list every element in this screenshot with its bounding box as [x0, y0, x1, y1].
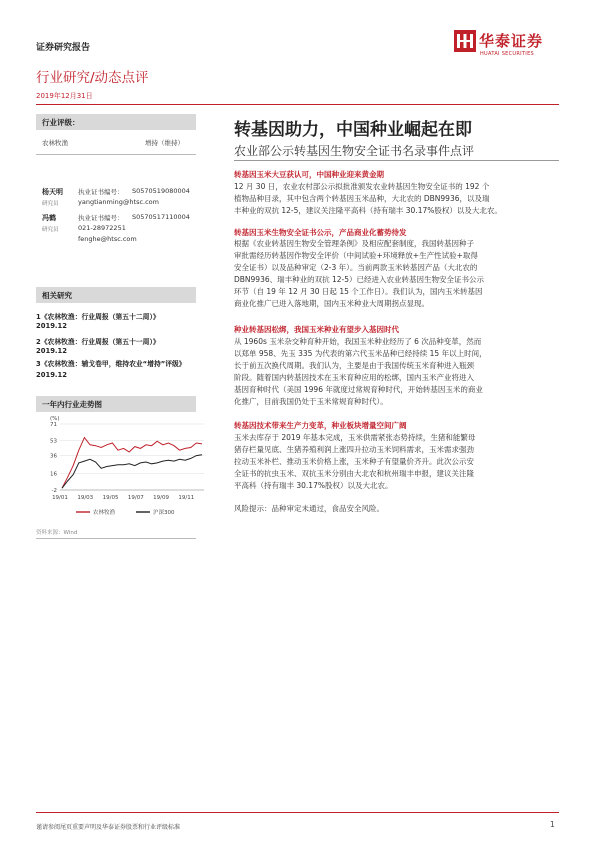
x-tick-label: 19/05 [102, 495, 119, 501]
y-tick-label: 53 [50, 438, 57, 445]
x-tick-label: 19/11 [178, 495, 195, 501]
para-line: 玉米去库存于 2019 年基本完成，玉米供需紧张态势持续，生猪和能繁母 [234, 433, 476, 442]
y-tick-label: -2 [51, 488, 57, 494]
section-heading: 转基因技术带来生产力变革，种业板块增量空间广阔 [234, 421, 407, 430]
main-title: 转基因助力，中国种业崛起在即 [234, 120, 472, 140]
legend-label: 沪深300 [153, 510, 175, 516]
para-line: DBN9936、瑞丰种业的双抗 12-5）已经进入农业转基因生物安全证书公示 [234, 275, 485, 284]
chart-source: 资料来源：Wind [36, 530, 78, 536]
y-tick-label: 71 [50, 422, 57, 428]
trend-section-header: 一年内行业走势图 [36, 396, 196, 412]
x-tick-label: 19/01 [52, 495, 68, 501]
report-category: 行业研究/动态点评 [36, 70, 149, 86]
report-date: 2019年12月31日 [36, 92, 93, 100]
related-item-date: 2019.12 [36, 371, 67, 379]
related-section-header: 相关研究 [36, 287, 196, 303]
related-item[interactable]: 2《农林牧渔：行业周报（第五十一周）》 [36, 338, 160, 346]
y-tick-label: 36 [50, 453, 57, 460]
subtitle-rule [234, 160, 559, 161]
analyst-email[interactable]: fenghe@htsc.com [78, 235, 137, 243]
analyst-phone: 021-28972251 [78, 224, 126, 232]
analyst-cert-label: 执业证书编号： [78, 214, 124, 222]
para-line: 植物品种目录，其中包含两个转基因玉米品种，大北农的 DBN9936，以及瑞 [234, 194, 490, 203]
footer-disclaimer[interactable]: 谨请参阅尾页重要声明及华泰证券股票和行业评级标准 [36, 824, 181, 831]
footer-rule [36, 812, 559, 813]
para-line: 以郑单 958、先玉 335 为代表的第六代玉米品种已经持续 15 年以上时间， [234, 349, 487, 358]
trend-chart-svg [36, 412, 211, 524]
para-line: 阶段。随着国内转基因技术在玉米育种应用的松绑，国内玉米产业将进入 [234, 373, 474, 382]
analyst-name: 杨天明 [42, 188, 63, 196]
huatai-logo-icon [454, 30, 476, 52]
related-item-text: 3《农林牧渔：辅戈卷甲，维持农业“增持”评级》 [36, 360, 186, 368]
section-heading: 转基因玉米大豆获认可，中国种业迎来黄金期 [234, 170, 384, 179]
section-paragraph [234, 432, 559, 492]
para-line: 拉动玉米补栏、推动玉米价格上涨，玉米种子有望量价齐升。此次公示安 [234, 457, 474, 466]
analyst-email[interactable]: yangtianming@htsc.com [78, 198, 159, 206]
rating-value: 增持（维持） [145, 139, 184, 147]
legend-label: 农林牧渔 [93, 510, 116, 516]
y-axis-label: (%) [50, 416, 60, 422]
section-heading: 种业转基因松绑，我国玉米种业有望步入基因时代 [234, 325, 399, 334]
series-line-index [62, 455, 202, 489]
para-line: 猪存栏量见底、生猪养殖利润上涨四升拉动玉米饲料需求，玉米需求强劲 [234, 445, 474, 454]
rating-industry: 农林牧渔 [42, 139, 68, 147]
related-item[interactable] [36, 359, 206, 381]
para-line: 安全证书）以及品种审定（2-3 年）。当前两款玉米转基因产品（大北农的 [234, 263, 478, 272]
logo-text: 华泰证券 [479, 32, 544, 50]
para-line: 从 1960s 玉米杂交种育种开始，我国玉米种业经历了 6 次品种变革，然而 [234, 337, 482, 346]
para-line: 12 月 30 日，农业农村部公示拟批准颁发农业转基因生物安全证书的 192 个 [234, 182, 490, 191]
para-line: 审批需经历转基因作物安全评价（中间试验+环境释放+生产性试验+取得 [234, 251, 478, 260]
divider [36, 154, 196, 155]
section-paragraph [234, 181, 559, 217]
analyst-role: 研究员 [42, 227, 59, 233]
main-subtitle: 农业部公示转基因生物安全证书名录事件点评 [234, 144, 475, 158]
para-line: 环节（自 19 年 12 月 30 日起 15 个工作日）。我们认为，国内玉米转基因 [234, 287, 483, 296]
section-heading: 转基因玉米生物安全证书公示，产品商业化蓄势待发 [234, 228, 407, 237]
rating-section-header: 行业评级： [36, 114, 196, 130]
x-tick-label: 19/03 [77, 495, 94, 501]
para-line: 丰种业的双抗 12-5，建议关注隆平高科（持有瑞丰 30.17%股权）以及大北农。 [234, 206, 502, 215]
risk-warning: 风险提示：品种审定未通过，食品安全风险。 [234, 504, 384, 513]
related-item[interactable]: 1《农林牧渔：行业周报（第五十二周）》 [36, 313, 160, 321]
para-line: 基因育种时代（美国 1996 年就度过常规育种时代，开始转基因玉米的商业 [234, 385, 483, 394]
trend-chart [36, 412, 211, 524]
para-line: 商业化推广已进入落地期，国内玉米种业大周期拐点显现。 [234, 299, 429, 308]
analyst-cert-label: 执业证书编号： [78, 188, 124, 196]
para-line: 长于前五次换代周期。我们认为，主要是由于我国传统玉米育种进入瓶颈 [234, 361, 474, 370]
para-line: 化推广，目前我国仍处于玉米常规育种时代）。 [234, 397, 388, 406]
analyst-name: 冯鹤 [42, 214, 56, 222]
para-line: 根据《农业转基因生物安全管理条例》及相应配套制度，我国转基因种子 [234, 239, 474, 248]
x-tick-label: 19/07 [127, 495, 144, 501]
x-tick-label: 19/09 [153, 495, 169, 501]
page-number: 1 [550, 820, 555, 829]
report-type: 证券研究报告 [36, 43, 91, 53]
section-paragraph [234, 336, 559, 408]
header-rule [36, 104, 559, 105]
section-paragraph [234, 238, 559, 310]
logo-text-en: HUATAI SECURITIES [480, 51, 534, 57]
y-tick-label: 16 [50, 471, 57, 478]
related-item-date: 2019.12 [36, 322, 67, 330]
related-item-date: 2019.12 [36, 347, 67, 355]
divider [36, 538, 196, 539]
analyst-cert: S0570517110004 [132, 213, 190, 221]
para-line: 平高科（持有瑞丰 30.17%股权）以及大北农。 [234, 481, 393, 490]
para-line: 全证书的抗虫玉米、双抗玉米分别由大北农和杭州瑞丰申报，建议关注隆 [234, 469, 474, 478]
analyst-cert: S0570519080004 [132, 187, 190, 195]
series-line-industry [62, 438, 202, 489]
analyst-role: 研究员 [42, 201, 59, 207]
